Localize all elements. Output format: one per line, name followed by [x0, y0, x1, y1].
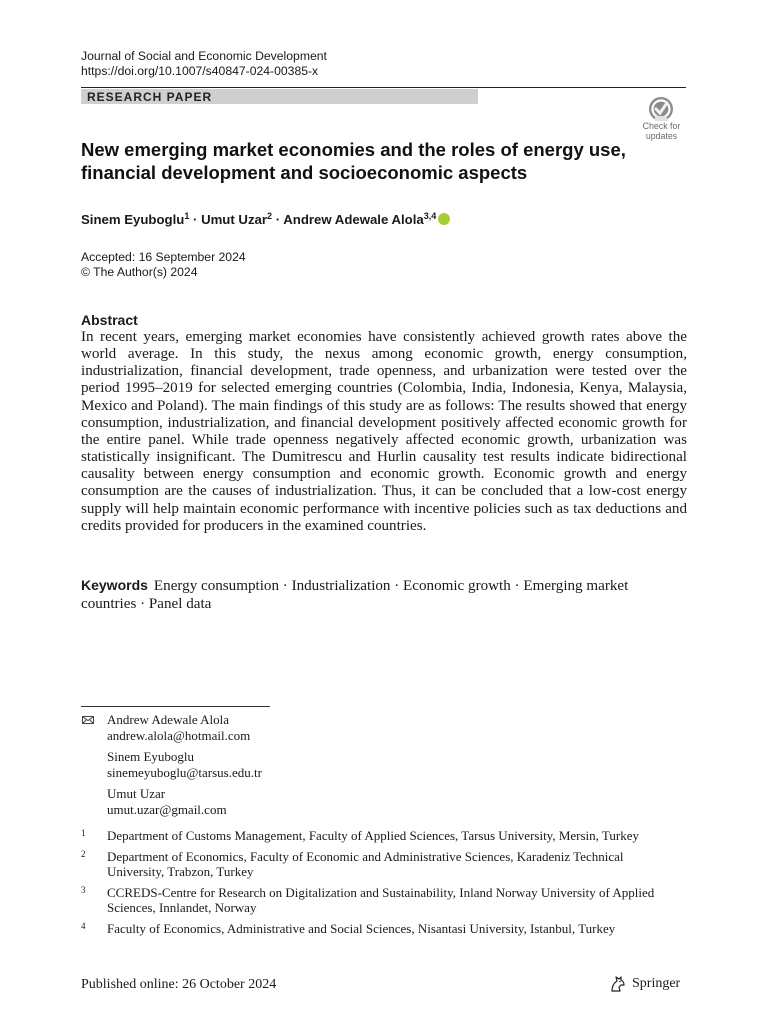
- keywords: [81, 576, 687, 613]
- publication-dates: [81, 250, 246, 280]
- author-affil-sup: 3,4: [423, 211, 437, 221]
- contact-name: Andrew Adewale Alola: [107, 712, 230, 727]
- author-separator: ·: [189, 212, 202, 227]
- contact-entry: [81, 786, 262, 817]
- author-affil-sup: 1: [184, 211, 190, 221]
- paper-title: New emerging market economies and the roles of energy use, financial development and socioeconomic aspects: [81, 139, 626, 183]
- author-affil-sup: 2: [267, 211, 273, 221]
- affiliation-number: 3: [81, 885, 86, 895]
- abstract-text: In recent years, emerging market economies have consistently achieved growth rates above the world average. In this study, the nexus among economic growth, energy consumption, industrialization, financial development, trade openness, and urbanization were tested over the period 1995–2019 for selected emerging countries (Colombia, India, Indonesia, Kenya, Malaysia, Mexico and Poland). The main findings of this study are as follows: The results showed that energy consumption, industrialization, and financial development positively affected economic growth for the entire panel. While trade openness negatively affected economic growth, urbanization was statistically insignificant. The Dumitrescu and Hurlin causality test results indicate bidirectional causality between energy consumption and economic growth. Economic growth and energy consumption are the causes of industrialization. Thus, it can be concluded that a low-cost energy supply will help maintain economic performance with incentive policies such as tax deductions and credits provided for producers in the examined countries.: [81, 329, 687, 534]
- contact-name: Sinem Eyuboglu: [107, 749, 195, 764]
- check-for-updates-icon: [648, 96, 674, 122]
- affiliations: [81, 828, 681, 942]
- section-label: RESEARCH PAPER: [87, 90, 213, 104]
- publisher-name: Springer: [632, 976, 681, 991]
- contact-email[interactable]: andrew.alola@hotmail.com: [107, 727, 251, 743]
- author-name[interactable]: Umut Uzar: [201, 212, 268, 227]
- springer-logo[interactable]: [609, 975, 680, 993]
- contact-entry: [81, 749, 262, 780]
- contact-email[interactable]: sinemeyuboglu@tarsus.edu.tr: [107, 764, 262, 780]
- author-separator: ·: [272, 212, 284, 227]
- affiliation-item: [81, 885, 681, 915]
- author-list: [81, 207, 450, 229]
- keywords-heading: Keywords: [81, 577, 148, 593]
- contact-email[interactable]: umut.uzar@gmail.com: [107, 801, 227, 817]
- affiliation-item: [81, 828, 681, 843]
- check-for-updates-label: Check for updates: [642, 121, 681, 141]
- contact-entry: [81, 712, 262, 743]
- keywords-list: Energy consumption · Industrialization · Economic growth · Emerging market countries · Panel data: [81, 578, 629, 612]
- abstract-heading: Abstract: [81, 312, 138, 328]
- affiliation-text: Department of Economics, Faculty of Economic and Administrative Sciences, Karadeniz Technical University, Trabzon, Turkey: [107, 849, 624, 879]
- affiliation-text: Department of Customs Management, Faculty of Applied Sciences, Tarsus University, Mersin, Turkey: [107, 828, 640, 843]
- author-name[interactable]: Sinem Eyuboglu: [81, 212, 185, 227]
- corresponding-contacts: [81, 712, 262, 823]
- affiliation-item: [81, 849, 681, 879]
- affiliation-number: 1: [81, 828, 86, 838]
- footnote-rule: [81, 706, 270, 707]
- header-rule: [81, 87, 686, 88]
- affiliation-number: 2: [81, 849, 86, 859]
- envelope-icon: [82, 716, 94, 724]
- springer-horse-icon: [609, 975, 627, 993]
- affiliation-item: [81, 921, 681, 936]
- contact-name: Umut Uzar: [107, 786, 166, 801]
- author-name[interactable]: Andrew Adewale Alola: [283, 212, 424, 227]
- journal-name: Journal of Social and Economic Development: [81, 49, 327, 63]
- orcid-icon[interactable]: [438, 213, 450, 225]
- affiliation-text: Faculty of Economics, Administrative and Social Sciences, Nisantasi University, Istanbul, Turkey: [107, 921, 616, 936]
- doi-link[interactable]: https://doi.org/10.1007/s40847-024-00385-x: [81, 64, 319, 78]
- copyright-line: © The Author(s) 2024: [81, 265, 198, 279]
- affiliation-text: CCREDS-Centre for Research on Digitalization and Sustainability, Inland Norway University of Applied Sciences, Innlandet, Norway: [107, 885, 655, 915]
- journal-header: [81, 49, 327, 79]
- check-for-updates-badge[interactable]: [636, 96, 687, 142]
- accepted-date: Accepted: 16 September 2024: [81, 250, 246, 264]
- published-online: Published online: 26 October 2024: [81, 977, 277, 992]
- affiliation-number: 4: [81, 921, 86, 931]
